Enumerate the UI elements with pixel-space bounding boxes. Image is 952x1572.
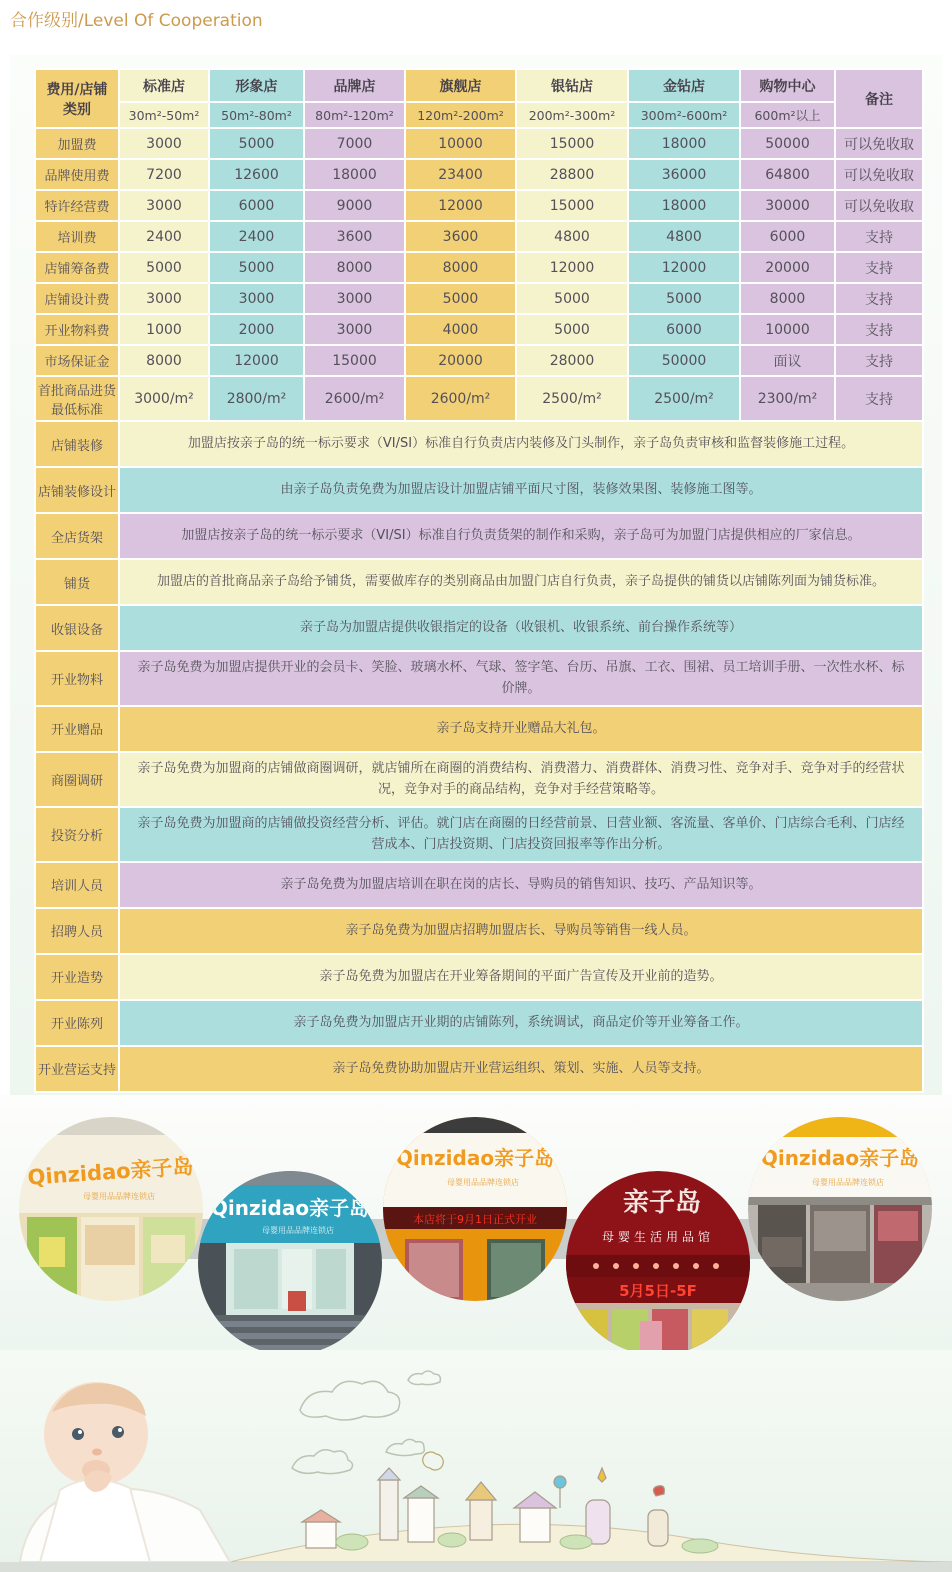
service-row-label: 开业陈列 <box>36 1001 118 1045</box>
fee-row-label: 培训费 <box>36 222 118 251</box>
service-text-cell: 加盟店按亲子岛的统一标示要求（VI/SI）标准自行负责货架的制作和采购，亲子岛可为加盟门店提供相应的厂家信息。 <box>120 514 922 558</box>
service-row <box>36 909 922 953</box>
service-text-cell: 加盟店按亲子岛的统一标示要求（VI/SI）标准自行负责店内装修及门头制作，亲子岛负责审核和监督装修施工过程。 <box>120 422 922 466</box>
fee-value-cell: 9000 <box>305 191 404 220</box>
bottom-strip <box>0 1562 952 1572</box>
service-row-label: 开业造势 <box>36 955 118 999</box>
store-3-subtitle: 母婴用品品牌连锁店 <box>447 1178 519 1187</box>
remark-cell: 可以免收取 <box>836 129 922 158</box>
fee-value-cell: 面议 <box>741 346 834 375</box>
fee-value-cell: 18000 <box>629 191 739 220</box>
fee-value-cell: 5000 <box>210 253 303 282</box>
fee-value-cell: 2400 <box>210 222 303 251</box>
store-3-logo: Qinzidao亲子岛 <box>395 1146 555 1170</box>
fee-value-cell: 18000 <box>305 160 404 189</box>
store-1-subtitle: 母婴用品品牌连锁店 <box>83 1192 155 1201</box>
fee-row <box>36 222 922 251</box>
fee-value-cell: 12000 <box>406 191 515 220</box>
fee-value-cell: 3000 <box>305 284 404 313</box>
fee-value-cell: 20000 <box>406 346 515 375</box>
fee-value-cell: 12000 <box>517 253 627 282</box>
fee-row <box>36 129 922 158</box>
fee-value-cell: 6000 <box>741 222 834 251</box>
service-text-cell: 亲子岛为加盟店提供收银指定的设备（收银机、收银系统、前台操作系统等） <box>120 606 922 650</box>
fee-row-label: 开业物料费 <box>36 315 118 344</box>
fee-row-label: 首批商品进货最低标准 <box>36 377 118 420</box>
column-header-store-size: 50m²-80m² <box>210 103 303 127</box>
fee-value-cell: 15000 <box>305 346 404 375</box>
clouds-drawing <box>292 1371 440 1474</box>
fee-value-cell: 8000 <box>305 253 404 282</box>
fee-row <box>36 191 922 220</box>
fee-value-cell: 5000 <box>517 284 627 313</box>
fee-row-label: 品牌使用费 <box>36 160 118 189</box>
remark-cell: 支持 <box>836 222 922 251</box>
store-photo-1 <box>19 1117 203 1301</box>
fee-value-cell: 3600 <box>406 222 515 251</box>
fee-value-cell: 2300/m² <box>741 377 834 420</box>
store-photo-4 <box>566 1171 750 1355</box>
service-text-cell: 亲子岛免费为加盟商的店铺做投资经营分析、评估。就门店在商圈的日经营前景、日营业额、客流量、客单价、门店综合毛利、门店经营成本、门店投资期、门店投资回报率等作出分析。 <box>120 808 922 861</box>
column-header-store-size: 200m²-300m² <box>517 103 627 127</box>
fee-row <box>36 160 922 189</box>
service-row <box>36 1047 922 1091</box>
service-row <box>36 560 922 604</box>
service-row <box>36 422 922 466</box>
fee-value-cell: 12600 <box>210 160 303 189</box>
fee-value-cell: 3600 <box>305 222 404 251</box>
service-text-cell: 亲子岛免费为加盟店开业期的店铺陈列，系统调试，商品定价等开业筹备工作。 <box>120 1001 922 1045</box>
fee-value-cell: 2500/m² <box>629 377 739 420</box>
column-header-store-type: 购物中心 <box>741 70 834 101</box>
service-text-cell: 加盟店的首批商品亲子岛给予铺货，需要做库存的类别商品由加盟门店自行负责，亲子岛提供的铺货以店铺陈列面为铺货标准。 <box>120 560 922 604</box>
fee-value-cell: 50000 <box>741 129 834 158</box>
fee-value-cell: 2000 <box>210 315 303 344</box>
fee-value-cell: 6000 <box>629 315 739 344</box>
store-5-logo: Qinzidao亲子岛 <box>760 1146 920 1170</box>
service-text-cell: 亲子岛免费为加盟店提供开业的会员卡、笑脸、玻璃水杯、气球、签字笔、台历、吊旗、工衣、围裙、员工培训手册、一次性水杯、标价牌。 <box>120 652 922 705</box>
fee-row-label: 特许经营费 <box>36 191 118 220</box>
fee-row <box>36 377 922 420</box>
service-row-label: 开业赠品 <box>36 707 118 751</box>
column-header-store-size: 80m²-120m² <box>305 103 404 127</box>
remark-cell: 支持 <box>836 253 922 282</box>
service-row-label: 商圈调研 <box>36 753 118 806</box>
column-header-store-type: 标准店 <box>120 70 208 101</box>
remark-cell: 支持 <box>836 346 922 375</box>
fee-value-cell: 12000 <box>629 253 739 282</box>
service-text-cell: 亲子岛免费协助加盟店开业营运组织、策划、实施、人员等支持。 <box>120 1047 922 1091</box>
service-text-cell: 亲子岛免费为加盟店在开业筹备期间的平面广告宣传及开业前的造势。 <box>120 955 922 999</box>
decorative-footer <box>0 1350 952 1562</box>
fee-value-cell: 15000 <box>517 129 627 158</box>
fee-value-cell: 5000 <box>517 315 627 344</box>
service-row-label: 培训人员 <box>36 863 118 907</box>
remark-cell: 可以免收取 <box>836 160 922 189</box>
fee-value-cell: 2600/m² <box>406 377 515 420</box>
service-row-label: 铺货 <box>36 560 118 604</box>
service-row <box>36 514 922 558</box>
fee-row <box>36 253 922 282</box>
fee-row <box>36 346 922 375</box>
fee-value-cell: 2400 <box>120 222 208 251</box>
column-header-category: 费用/店铺类别 <box>36 70 118 127</box>
fee-value-cell: 5000 <box>210 129 303 158</box>
service-row-label: 招聘人员 <box>36 909 118 953</box>
fee-value-cell: 7200 <box>120 160 208 189</box>
column-header-store-size: 600m²以上 <box>741 103 834 127</box>
fee-row <box>36 315 922 344</box>
fee-row-label: 店铺筹备费 <box>36 253 118 282</box>
cooperation-table-container <box>10 55 942 1095</box>
service-row <box>36 863 922 907</box>
fee-value-cell: 8000 <box>406 253 515 282</box>
fee-value-cell: 3000 <box>120 191 208 220</box>
cooperation-table <box>34 68 924 1093</box>
service-row-label: 店铺装修设计 <box>36 468 118 512</box>
service-text-cell: 亲子岛支持开业赠品大礼包。 <box>120 707 922 751</box>
fee-value-cell: 28800 <box>517 160 627 189</box>
fee-value-cell: 3000/m² <box>120 377 208 420</box>
fee-value-cell: 4800 <box>517 222 627 251</box>
fee-value-cell: 8000 <box>741 284 834 313</box>
store-photo-3 <box>383 1117 567 1301</box>
fee-value-cell: 1000 <box>120 315 208 344</box>
service-row <box>36 753 922 806</box>
store-photos-strip <box>0 1095 952 1350</box>
column-header-store-size: 30m²-50m² <box>120 103 208 127</box>
fee-value-cell: 7000 <box>305 129 404 158</box>
fee-value-cell: 4800 <box>629 222 739 251</box>
fee-value-cell: 36000 <box>629 160 739 189</box>
column-header-store-type: 银钻店 <box>517 70 627 101</box>
service-row <box>36 808 922 861</box>
service-row <box>36 1001 922 1045</box>
column-header-store-size: 120m²-200m² <box>406 103 515 127</box>
remark-cell: 支持 <box>836 315 922 344</box>
fee-value-cell: 2500/m² <box>517 377 627 420</box>
service-row-label: 投资分析 <box>36 808 118 861</box>
fee-row-label: 市场保证金 <box>36 346 118 375</box>
fee-value-cell: 3000 <box>210 284 303 313</box>
service-row <box>36 652 922 705</box>
service-row-label: 全店货架 <box>36 514 118 558</box>
fee-value-cell: 8000 <box>120 346 208 375</box>
fee-value-cell: 10000 <box>406 129 515 158</box>
fee-value-cell: 3000 <box>120 129 208 158</box>
fee-row-label: 店铺设计费 <box>36 284 118 313</box>
fee-value-cell: 15000 <box>517 191 627 220</box>
fee-value-cell: 10000 <box>741 315 834 344</box>
service-text-cell: 亲子岛免费为加盟商的店铺做商圈调研，就店铺所在商圈的消费结构、消费潜力、消费群体、消费习性、竞争对手、竞争对手的经营状况，竞争对手的商品结构，竞争对手经营策略等。 <box>120 753 922 806</box>
store-4-logo: 亲子岛 <box>622 1188 702 1218</box>
fee-row <box>36 284 922 313</box>
service-row <box>36 707 922 751</box>
remark-cell: 支持 <box>836 284 922 313</box>
page-title: 合作级别/Level Of Cooperation <box>10 11 263 31</box>
fee-value-cell: 64800 <box>741 160 834 189</box>
store-2-logo: Qinzidao亲子岛 <box>210 1196 370 1220</box>
remark-cell: 可以免收取 <box>836 191 922 220</box>
service-row <box>36 955 922 999</box>
column-header-store-type: 形象店 <box>210 70 303 101</box>
column-header-store-type: 品牌店 <box>305 70 404 101</box>
fee-value-cell: 4000 <box>406 315 515 344</box>
fee-value-cell: 5000 <box>120 253 208 282</box>
store-4-subtitle: 母婴生活用品馆 <box>601 1230 715 1244</box>
service-text-cell: 由亲子岛负责免费为加盟店设计加盟店铺平面尺寸图，装修效果图、装修施工图等。 <box>120 468 922 512</box>
service-row-label: 收银设备 <box>36 606 118 650</box>
fee-value-cell: 20000 <box>741 253 834 282</box>
fee-value-cell: 23400 <box>406 160 515 189</box>
remark-cell: 支持 <box>836 377 922 420</box>
column-header-remark: 备注 <box>836 70 922 127</box>
fee-row-label: 加盟费 <box>36 129 118 158</box>
baby-illustration <box>20 1382 230 1562</box>
fee-value-cell: 2600/m² <box>305 377 404 420</box>
store-3-banner: 本店将于9月1日正式开业 <box>413 1213 537 1226</box>
service-row <box>36 606 922 650</box>
service-row-label: 开业营运支持 <box>36 1047 118 1091</box>
fee-value-cell: 12000 <box>210 346 303 375</box>
fee-value-cell: 50000 <box>629 346 739 375</box>
store-2-subtitle: 母婴用品品牌连锁店 <box>262 1226 334 1235</box>
service-text-cell: 亲子岛免费为加盟店招聘加盟店长、导购员等销售一线人员。 <box>120 909 922 953</box>
fee-value-cell: 2800/m² <box>210 377 303 420</box>
store-photo-2 <box>198 1171 382 1355</box>
service-row-label: 开业物料 <box>36 652 118 705</box>
fee-value-cell: 28000 <box>517 346 627 375</box>
fee-value-cell: 3000 <box>120 284 208 313</box>
store-4-banner: 5月5日-5F <box>619 1282 697 1300</box>
fee-value-cell: 18000 <box>629 129 739 158</box>
service-text-cell: 亲子岛免费为加盟店培训在职在岗的店长、导购员的销售知识、技巧、产品知识等。 <box>120 863 922 907</box>
fee-value-cell: 5000 <box>406 284 515 313</box>
column-header-store-type: 金钻店 <box>629 70 739 101</box>
store-photo-5 <box>748 1117 932 1301</box>
column-header-store-type: 旗舰店 <box>406 70 515 101</box>
fee-value-cell: 6000 <box>210 191 303 220</box>
store-5-subtitle: 母婴用品品牌连锁店 <box>812 1178 884 1187</box>
fee-value-cell: 5000 <box>629 284 739 313</box>
store-1-logo: Qinzidao亲子岛 <box>26 1154 195 1190</box>
fee-value-cell: 30000 <box>741 191 834 220</box>
service-row <box>36 468 922 512</box>
fee-value-cell: 3000 <box>305 315 404 344</box>
service-row-label: 店铺装修 <box>36 422 118 466</box>
column-header-store-size: 300m²-600m² <box>629 103 739 127</box>
